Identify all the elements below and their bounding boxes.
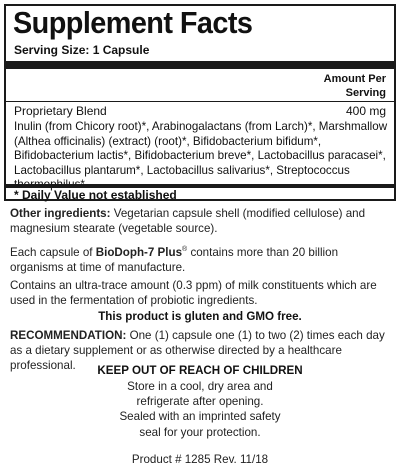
storage-line: seal for your protection. [139,425,261,439]
product-name: BioDoph-7 Plus [95,245,183,259]
thick-divider [6,61,394,69]
proprietary-blend-amount: 400 mg [345,104,386,118]
amount-header-line-2: Serving [345,87,386,99]
each-capsule-statement [10,242,392,275]
serving-size: Serving Size: 1 Capsule [14,43,150,57]
keep-out-warning: KEEP OUT OF REACH OF CHILDREN [97,364,303,377]
product-number-revision: Product # 1285 Rev. 11/18 [131,453,269,466]
facts-title: Supplement Facts [13,5,253,40]
each-capsule-prefix: Each capsule of [10,245,96,259]
recommendation-label: RECOMMENDATION: [10,329,127,342]
each-capsule-suffix: contains more than 20 billion organisms at time of manufacture. [10,245,339,274]
amount-per-serving-header [296,72,386,100]
blend-ingredients: Inulin (from Chicory root)*, Arabinogalactans (from Larch)*, Marshmallow (Althea officinalis) (extract) (root)*, Bifidobacterium bifidum*, Bifidobacterium lactis*, Bifidobacterium breve*, Lactobacillus paracasei*, Lactobacillus plantarum*, Lactobacillus salivarius*, Streptococcus [14,120,388,177]
other-ingredients-text: Vegetarian capsule shell (modified cellulose) and magnesium stearate (vegetable source). [10,207,366,235]
thin-divider [6,101,394,102]
amount-header-line-1: Amount Per [323,73,386,85]
storage-line: refrigerate after opening. [136,395,264,409]
other-ingredients [10,206,392,236]
storage-instructions [0,379,400,440]
daily-value-note: * Daily Value not established [14,188,177,202]
milk-statement: Contains an ultra-trace amount (0.3 ppm) of milk constituents which are used in the fermentation of probiotic ingredients. [10,279,377,307]
supplement-facts-panel [4,4,396,201]
other-ingredients-label: Other ingredients: [10,207,111,220]
gluten-gmo-statement: This product is gluten and GMO free. [98,310,302,323]
recommendation-text: One (1) capsule one (1) to two (2) times each day as a dietary supplement or as otherwise directed by a healthcare professional. [10,329,385,372]
registered-mark: ® [182,246,188,253]
proprietary-blend-name: Proprietary Blend [14,104,107,118]
storage-line: Sealed with an imprinted safety [119,410,281,424]
storage-line: Store in a cool, dry area and [127,380,273,393]
